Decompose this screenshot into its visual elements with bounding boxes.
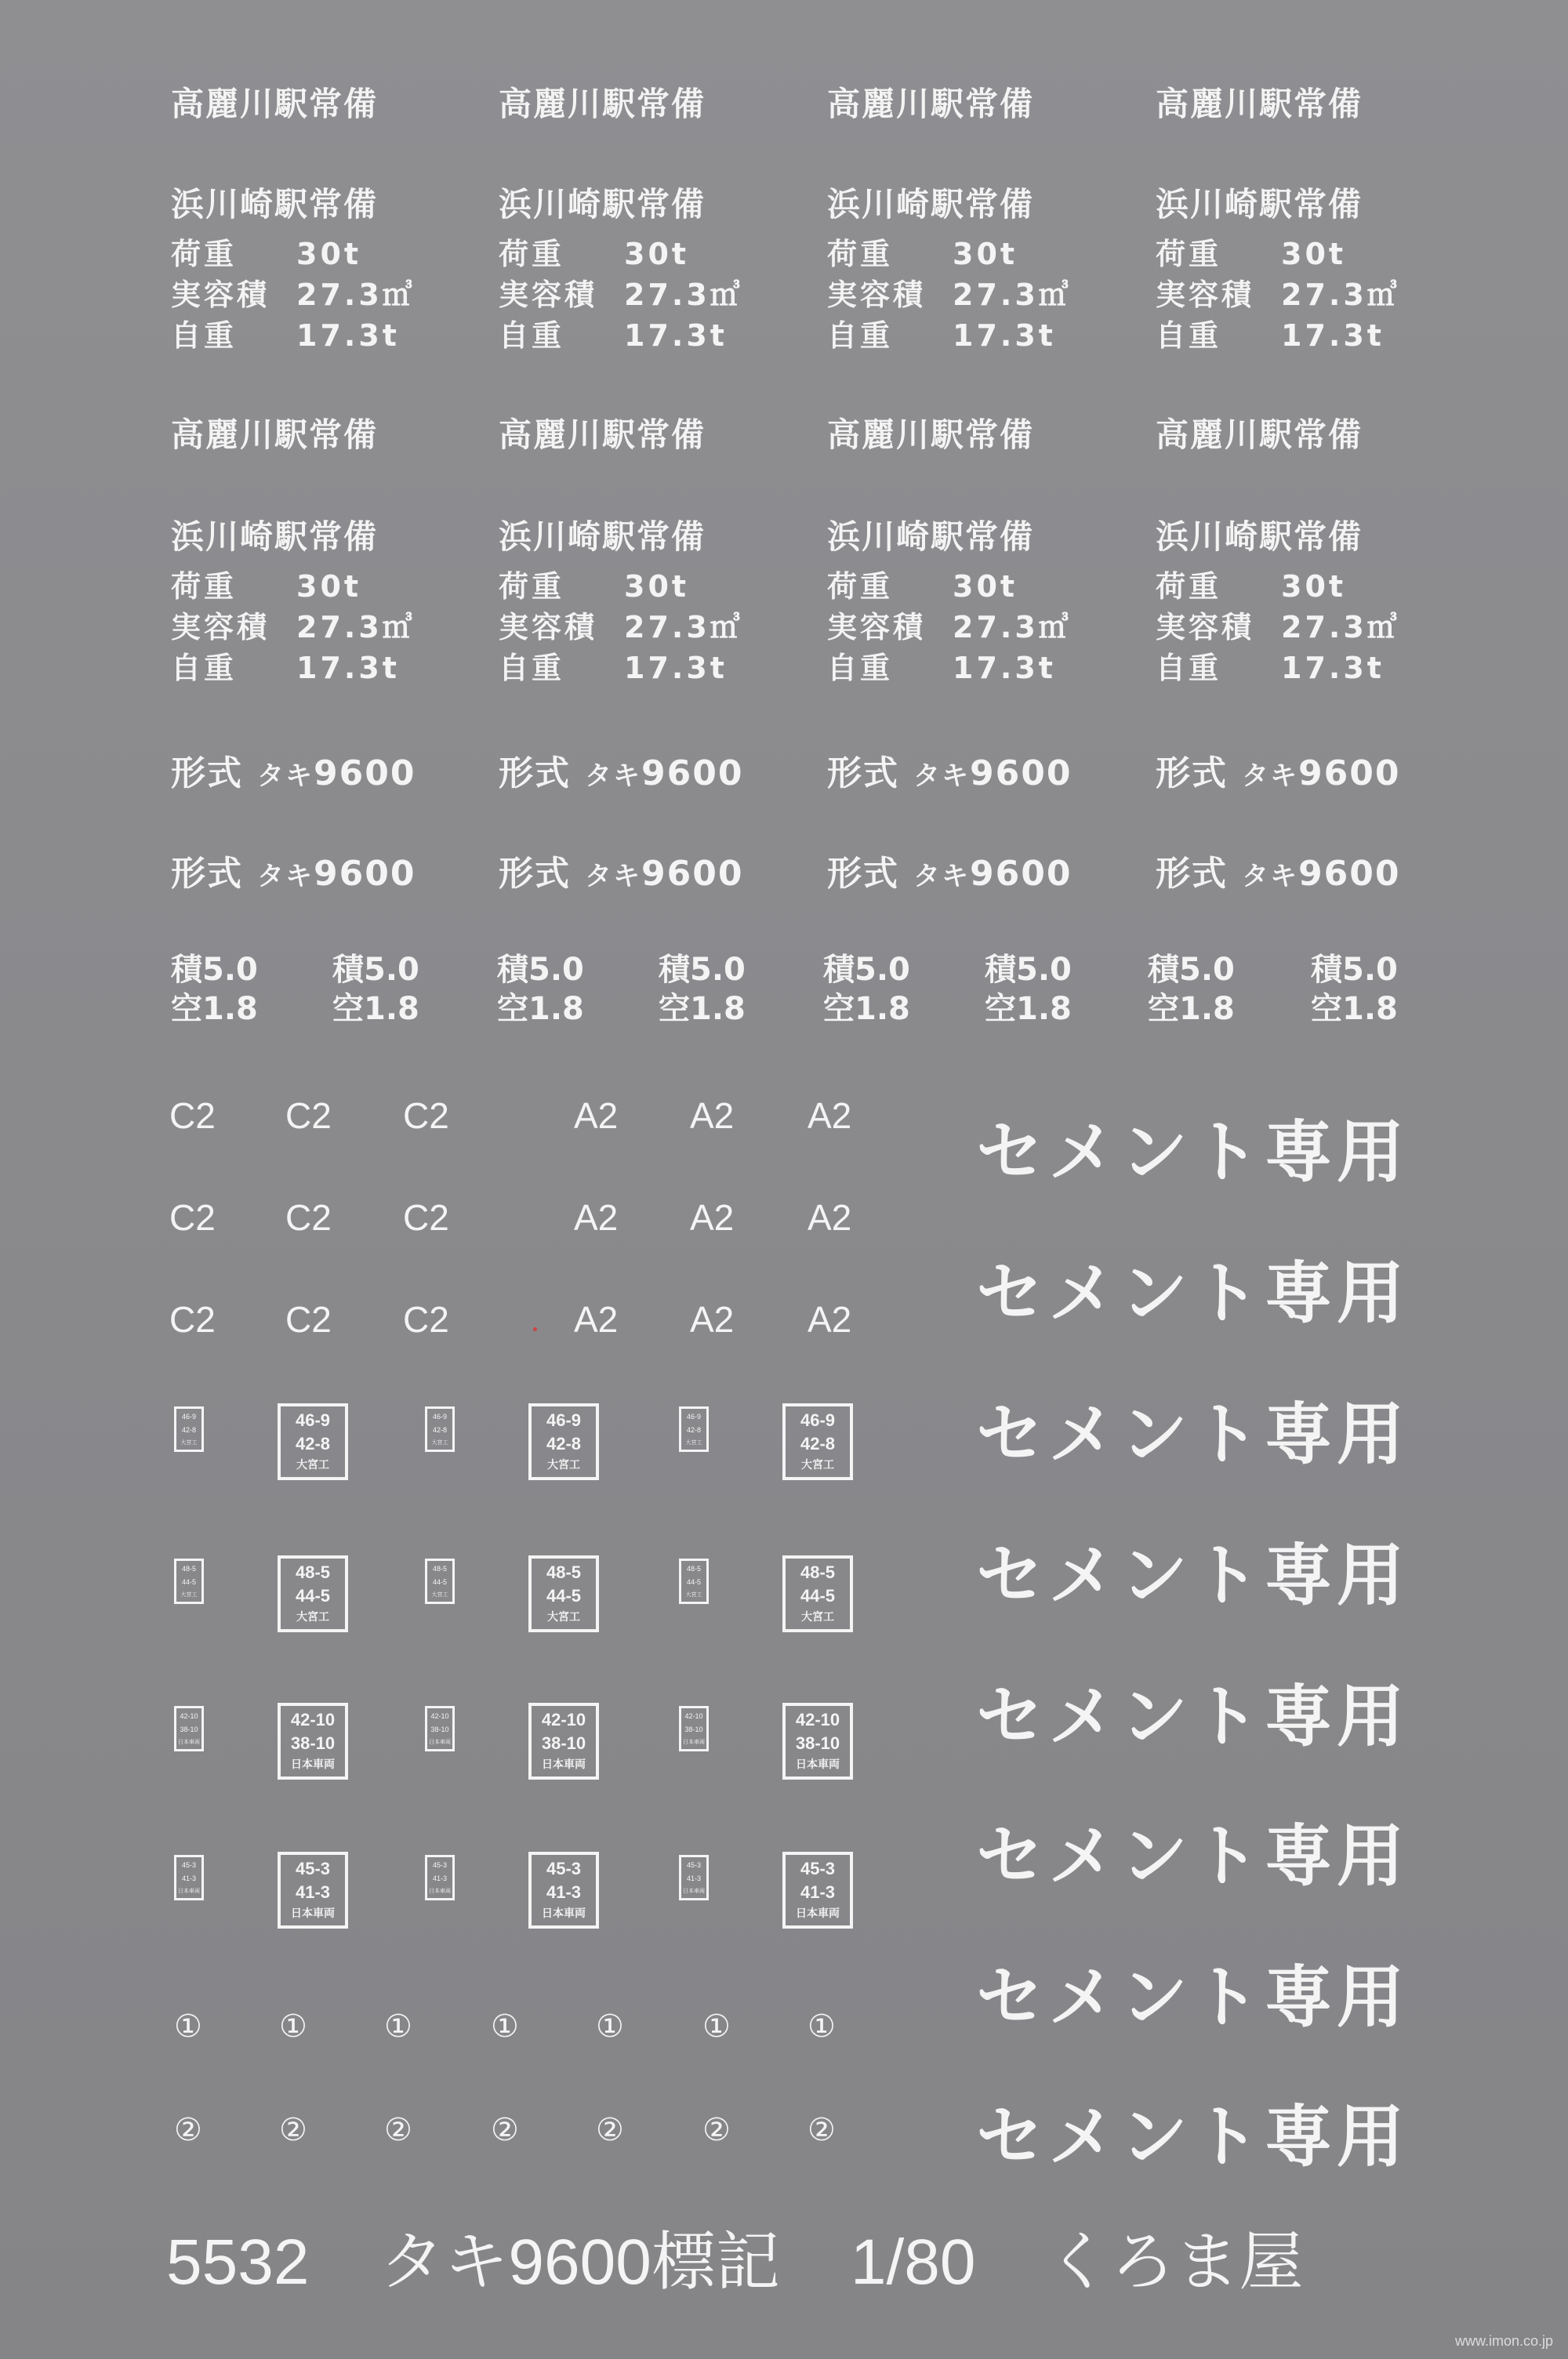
plate-line-2: 42-8	[181, 1425, 196, 1434]
class-mark-a2: A2	[808, 1197, 852, 1238]
cement-only-label: セメント専用	[976, 2098, 1409, 2176]
circle-two-icon: ②	[808, 2112, 836, 2148]
plate-line-3: 日本車両	[683, 1887, 705, 1894]
class-mark-c2: C2	[403, 1095, 449, 1136]
model-number: 9600	[1298, 854, 1401, 894]
capacity-mark	[332, 950, 419, 1029]
spec-key: 自重	[499, 651, 565, 685]
station-label-takahagi: 高麗川駅常備	[171, 416, 379, 454]
circle-one-icon: ①	[491, 2009, 519, 2045]
spec-block	[499, 234, 743, 356]
sheet-footer	[166, 2211, 1374, 2303]
station-label-takahagi: 高麗川駅常備	[499, 85, 706, 123]
plate-line-3: 大宮工	[685, 1439, 702, 1446]
plate-line-2: 38-10	[430, 1725, 449, 1733]
class-mark-c2: C2	[285, 1299, 332, 1340]
capacity-empty: 空1.8	[823, 991, 910, 1027]
spec-key: 実容積	[171, 610, 270, 644]
footer-scale: 1/80	[850, 2227, 976, 2298]
plate-line-2: 42-8	[686, 1425, 701, 1434]
plate-line-3: 日本車両	[542, 1758, 586, 1771]
capacity-loaded: 積5.0	[823, 952, 910, 988]
model-kana: タキ	[913, 861, 970, 892]
inspection-plate-big	[528, 1403, 599, 1480]
spec-value: 17.3t	[1281, 651, 1385, 685]
plate-line-2: 44-5	[686, 1577, 701, 1586]
circle-one-icon: ①	[596, 2009, 624, 2045]
plate-line-3: 日本車両	[429, 1738, 451, 1745]
station-label-takahagi: 高麗川駅常備	[171, 85, 379, 123]
plate-line-1: 42-10	[684, 1712, 703, 1721]
inspection-plate-small	[174, 1855, 204, 1900]
footer-title: タキ9600標記	[379, 2227, 780, 2298]
inspection-plate-big	[278, 1852, 348, 1929]
capacity-empty: 空1.8	[497, 991, 584, 1027]
spec-row	[1156, 274, 1400, 315]
class-mark-c2: C2	[403, 1197, 449, 1238]
spec-value: 30t	[1281, 569, 1347, 604]
plate-line-3: 日本車両	[291, 1758, 335, 1771]
spec-value: 27.3㎥	[296, 278, 416, 312]
model-prefix: 形式	[171, 753, 243, 793]
footer-maker: くろま屋	[1046, 2227, 1304, 2298]
plate-line-2: 44-5	[800, 1586, 836, 1606]
plate-line-2: 38-10	[541, 1733, 586, 1754]
footer-code: 5532	[166, 2227, 310, 2298]
model-number: 9600	[314, 753, 416, 793]
station-label-hamakawasaki: 浜川崎駅常備	[1156, 185, 1363, 223]
capacity-loaded: 積5.0	[1311, 952, 1398, 988]
spec-row	[499, 607, 743, 648]
inspection-plate-big	[278, 1403, 348, 1480]
capacity-empty: 空1.8	[659, 991, 746, 1027]
capacity-loaded: 積5.0	[1148, 952, 1235, 988]
capacity-mark	[985, 950, 1072, 1029]
plate-line-1: 46-9	[686, 1413, 701, 1421]
model-label	[1156, 845, 1400, 895]
spec-key: 荷重	[1156, 237, 1222, 271]
model-number: 9600	[314, 854, 416, 894]
cement-only-label: セメント専用	[976, 1678, 1409, 1756]
plate-line-3: 大宮工	[296, 1610, 329, 1624]
plate-line-1: 42-10	[541, 1710, 586, 1730]
plate-line-2: 38-10	[795, 1733, 840, 1754]
model-prefix: 形式	[499, 753, 571, 793]
inspection-plate-small	[174, 1559, 204, 1604]
plate-line-1: 48-5	[546, 1562, 582, 1583]
spec-value: 30t	[1281, 237, 1347, 271]
station-label-hamakawasaki: 浜川崎駅常備	[1156, 517, 1363, 556]
plate-line-3: 大宮工	[547, 1610, 580, 1624]
plate-line-3: 日本車両	[542, 1907, 586, 1920]
plate-line-3: 日本車両	[429, 1887, 451, 1894]
station-label-hamakawasaki: 浜川崎駅常備	[171, 185, 379, 223]
spec-key: 実容積	[171, 278, 270, 312]
circle-one-icon: ①	[279, 2009, 307, 2045]
cement-only-label: セメント専用	[976, 1537, 1409, 1615]
plate-line-1: 45-3	[295, 1859, 331, 1879]
station-label-hamakawasaki: 浜川崎駅常備	[827, 517, 1035, 556]
model-label	[171, 745, 416, 795]
capacity-mark	[823, 950, 910, 1029]
spec-block	[499, 566, 743, 688]
plate-line-1: 46-9	[800, 1410, 836, 1431]
spec-key: 荷重	[499, 237, 565, 271]
circle-one-icon: ①	[702, 2009, 731, 2045]
spec-row	[827, 274, 1072, 315]
plate-line-2: 42-8	[800, 1434, 836, 1454]
capacity-empty: 空1.8	[1148, 991, 1235, 1027]
plate-line-1: 46-9	[432, 1413, 447, 1421]
inspection-plate-small	[174, 1706, 204, 1751]
plate-line-1: 45-3	[181, 1861, 196, 1870]
station-label-hamakawasaki: 浜川崎駅常備	[171, 517, 379, 556]
plate-line-1: 48-5	[432, 1565, 447, 1573]
capacity-mark	[497, 950, 584, 1029]
spec-value: 27.3㎥	[296, 610, 416, 644]
circle-two-icon: ②	[384, 2112, 412, 2148]
model-label	[827, 845, 1072, 895]
spec-value: 30t	[624, 569, 690, 604]
class-mark-c2: C2	[169, 1299, 216, 1340]
cement-only-label: セメント専用	[976, 1395, 1409, 1474]
plate-line-2: 38-10	[684, 1725, 703, 1733]
plate-line-3: 大宮工	[180, 1439, 198, 1446]
spec-row	[1156, 566, 1400, 607]
plate-line-1: 45-3	[546, 1859, 582, 1879]
spec-key: 荷重	[827, 569, 894, 604]
plate-line-2: 44-5	[432, 1577, 447, 1586]
circle-two-icon: ②	[702, 2112, 731, 2148]
cement-only-label: セメント専用	[976, 1254, 1409, 1333]
capacity-empty: 空1.8	[332, 991, 419, 1027]
circle-one-icon: ①	[384, 2009, 412, 2045]
spec-row	[827, 607, 1072, 648]
spec-key: 自重	[171, 651, 238, 685]
spec-key: 自重	[499, 318, 565, 353]
spec-key: 自重	[1156, 318, 1222, 353]
plate-line-2: 42-8	[295, 1434, 331, 1454]
model-prefix: 形式	[1156, 854, 1228, 894]
capacity-empty: 空1.8	[1311, 991, 1398, 1027]
capacity-loaded: 積5.0	[985, 952, 1072, 988]
spec-key: 実容積	[1156, 610, 1255, 644]
model-prefix: 形式	[499, 854, 571, 894]
plate-line-3: 大宮工	[180, 1591, 198, 1598]
plate-line-2: 44-5	[546, 1586, 582, 1606]
spec-block	[827, 566, 1072, 688]
model-prefix: 形式	[171, 854, 243, 894]
model-kana: タキ	[1242, 861, 1298, 892]
plate-line-1: 48-5	[800, 1562, 836, 1583]
spec-value: 17.3t	[1281, 318, 1385, 353]
spec-key: 実容積	[1156, 278, 1255, 312]
plate-line-2: 41-3	[432, 1874, 447, 1882]
inspection-plate-small	[425, 1406, 455, 1452]
plate-line-3: 日本車両	[178, 1887, 200, 1894]
capacity-mark	[171, 950, 258, 1029]
station-label-takahagi: 高麗川駅常備	[1156, 416, 1363, 454]
spec-value: 17.3t	[624, 651, 728, 685]
spec-value: 27.3㎥	[624, 610, 743, 644]
model-prefix: 形式	[827, 753, 899, 793]
class-mark-c2: C2	[169, 1095, 216, 1136]
spec-value: 17.3t	[624, 318, 728, 353]
class-mark-a2: A2	[690, 1299, 735, 1340]
spec-row	[171, 234, 416, 274]
station-label-hamakawasaki: 浜川崎駅常備	[499, 517, 706, 556]
plate-line-1: 48-5	[686, 1565, 701, 1573]
plate-line-1: 42-10	[795, 1710, 840, 1730]
cement-only-label: セメント専用	[976, 1817, 1409, 1896]
spec-row	[1156, 648, 1400, 688]
site-watermark: www.imon.co.jp	[1455, 2333, 1554, 2349]
inspection-plate-small	[425, 1855, 455, 1900]
model-number: 9600	[970, 854, 1073, 894]
spec-value: 30t	[953, 569, 1018, 604]
inspection-plate-small	[679, 1559, 709, 1604]
model-number: 9600	[970, 753, 1073, 793]
spec-row	[171, 274, 416, 315]
spec-row	[1156, 234, 1400, 274]
class-mark-c2: C2	[285, 1095, 332, 1136]
model-kana: タキ	[257, 861, 314, 892]
circle-one-icon: ①	[174, 2009, 202, 2045]
inspection-plate-big	[278, 1555, 348, 1632]
spec-value: 27.3㎥	[1281, 278, 1400, 312]
inspection-plate-big	[278, 1703, 348, 1780]
spec-row	[499, 234, 743, 274]
class-mark-c2: C2	[169, 1197, 216, 1238]
spec-row	[171, 315, 416, 356]
capacity-empty: 空1.8	[985, 991, 1072, 1027]
class-mark-c2: C2	[285, 1197, 332, 1238]
class-mark-a2: A2	[574, 1299, 619, 1340]
model-prefix: 形式	[1156, 753, 1228, 793]
spec-key: 荷重	[171, 569, 238, 604]
plate-line-2: 41-3	[295, 1882, 331, 1903]
plate-line-3: 大宮工	[801, 1610, 834, 1624]
circle-two-icon: ②	[596, 2112, 624, 2148]
spec-key: 実容積	[827, 610, 927, 644]
inspection-plate-big	[782, 1852, 853, 1929]
class-mark-a2: A2	[808, 1095, 852, 1136]
plate-line-2: 42-8	[432, 1425, 447, 1434]
class-mark-a2: A2	[574, 1197, 619, 1238]
model-label	[499, 845, 743, 895]
spec-key: 実容積	[827, 278, 927, 312]
circle-two-icon: ②	[491, 2112, 519, 2148]
inspection-plate-small	[679, 1706, 709, 1751]
capacity-mark	[659, 950, 746, 1029]
inspection-plate-small	[174, 1406, 204, 1452]
plate-line-2: 38-10	[290, 1733, 336, 1754]
inspection-plate-big	[528, 1852, 599, 1929]
spec-value: 17.3t	[953, 318, 1056, 353]
capacity-loaded: 積5.0	[659, 952, 746, 988]
inspection-plate-small	[679, 1855, 709, 1900]
model-label	[827, 745, 1072, 795]
inspection-plate-big	[528, 1555, 599, 1632]
spec-block	[1156, 566, 1400, 688]
capacity-mark	[1311, 950, 1398, 1029]
plate-line-3: 大宮工	[801, 1458, 834, 1472]
spec-row	[827, 315, 1072, 356]
plate-line-1: 48-5	[295, 1562, 331, 1583]
spec-row	[827, 566, 1072, 607]
spec-key: 自重	[827, 651, 894, 685]
plate-line-1: 42-10	[430, 1712, 449, 1721]
plate-line-1: 45-3	[432, 1861, 447, 1870]
cement-only-label: セメント専用	[976, 1958, 1409, 2037]
inspection-plate-small	[425, 1706, 455, 1751]
plate-line-2: 41-3	[800, 1882, 836, 1903]
model-number: 9600	[1298, 753, 1401, 793]
plate-line-2: 44-5	[181, 1577, 196, 1586]
plate-line-3: 大宮工	[296, 1458, 329, 1472]
station-label-hamakawasaki: 浜川崎駅常備	[827, 185, 1035, 223]
class-mark-a2: A2	[690, 1095, 735, 1136]
model-kana: タキ	[257, 760, 314, 792]
spec-key: 自重	[171, 318, 238, 353]
circle-two-icon: ②	[279, 2112, 307, 2148]
spec-row	[171, 566, 416, 607]
capacity-mark	[1148, 950, 1235, 1029]
spec-key: 荷重	[499, 569, 565, 604]
inspection-plate-big	[782, 1703, 853, 1780]
spec-row	[171, 648, 416, 688]
plate-line-2: 38-10	[180, 1725, 198, 1733]
spec-key: 荷重	[827, 237, 894, 271]
station-label-hamakawasaki: 浜川崎駅常備	[499, 185, 706, 223]
spec-row	[499, 274, 743, 315]
station-label-takahagi: 高麗川駅常備	[499, 416, 706, 454]
plate-line-1: 45-3	[686, 1861, 701, 1870]
spec-row	[827, 234, 1072, 274]
inspection-plate-big	[782, 1555, 853, 1632]
spec-key: 荷重	[1156, 569, 1222, 604]
spec-row	[499, 566, 743, 607]
spec-value: 27.3㎥	[624, 278, 743, 312]
spec-block	[171, 234, 416, 356]
station-label-takahagi: 高麗川駅常備	[1156, 85, 1363, 123]
model-prefix: 形式	[827, 854, 899, 894]
class-mark-c2: C2	[403, 1299, 449, 1340]
spec-block	[1156, 234, 1400, 356]
model-number: 9600	[641, 753, 744, 793]
model-kana: タキ	[1242, 760, 1298, 792]
plate-line-3: 大宮工	[431, 1591, 448, 1598]
spec-value: 30t	[624, 237, 690, 271]
plate-line-1: 42-10	[180, 1712, 198, 1721]
plate-line-3: 日本車両	[796, 1907, 840, 1920]
inspection-plate-big	[528, 1703, 599, 1780]
plate-line-1: 46-9	[181, 1413, 196, 1421]
plate-line-2: 41-3	[546, 1882, 582, 1903]
spec-row	[1156, 315, 1400, 356]
plate-line-2: 44-5	[295, 1586, 331, 1606]
circle-two-icon: ②	[174, 2112, 202, 2148]
plate-line-1: 46-9	[546, 1410, 582, 1431]
plate-line-3: 日本車両	[796, 1758, 840, 1771]
plate-line-2: 42-8	[546, 1434, 582, 1454]
class-mark-a2: A2	[574, 1095, 619, 1136]
spec-value: 27.3㎥	[953, 610, 1072, 644]
model-kana: タキ	[913, 760, 970, 792]
spec-block	[827, 234, 1072, 356]
inspection-plate-big	[782, 1403, 853, 1480]
plate-line-3: 大宮工	[547, 1458, 580, 1472]
plate-line-1: 48-5	[181, 1565, 196, 1573]
spec-key: 実容積	[499, 610, 598, 644]
spec-value: 27.3㎥	[1281, 610, 1400, 644]
capacity-loaded: 積5.0	[497, 952, 584, 988]
model-number: 9600	[641, 854, 744, 894]
inspection-plate-small	[679, 1406, 709, 1452]
spec-value: 17.3t	[296, 651, 400, 685]
spec-key: 実容積	[499, 278, 598, 312]
model-label	[499, 745, 743, 795]
class-mark-a2: A2	[690, 1197, 735, 1238]
plate-line-3: 大宮工	[431, 1439, 448, 1446]
circle-one-icon: ①	[808, 2009, 836, 2045]
model-label	[171, 845, 416, 895]
spec-value: 17.3t	[296, 318, 400, 353]
spec-value: 30t	[953, 237, 1018, 271]
plate-line-3: 日本車両	[178, 1738, 200, 1745]
capacity-loaded: 積5.0	[171, 952, 258, 988]
plate-line-1: 42-10	[290, 1710, 336, 1730]
inspection-plate-small	[425, 1559, 455, 1604]
spec-value: 27.3㎥	[953, 278, 1072, 312]
spec-key: 自重	[1156, 651, 1222, 685]
spec-key: 荷重	[171, 237, 238, 271]
plate-line-3: 大宮工	[685, 1591, 702, 1598]
capacity-empty: 空1.8	[171, 991, 258, 1027]
spec-row	[499, 315, 743, 356]
spec-row	[499, 648, 743, 688]
station-label-takahagi: 高麗川駅常備	[827, 416, 1035, 454]
spec-row	[1156, 607, 1400, 648]
station-label-takahagi: 高麗川駅常備	[827, 85, 1035, 123]
plate-line-3: 日本車両	[291, 1907, 335, 1920]
plate-line-1: 46-9	[295, 1410, 331, 1431]
spec-value: 30t	[296, 569, 362, 604]
plate-line-2: 41-3	[181, 1874, 196, 1882]
model-kana: タキ	[585, 861, 641, 892]
plate-line-1: 45-3	[800, 1859, 836, 1879]
plate-line-3: 日本車両	[683, 1738, 705, 1745]
plate-line-2: 41-3	[686, 1874, 701, 1882]
spec-row	[827, 648, 1072, 688]
spec-value: 17.3t	[953, 651, 1056, 685]
spec-value: 30t	[296, 237, 362, 271]
ink-spot	[533, 1327, 537, 1331]
spec-block	[171, 566, 416, 688]
model-label	[1156, 745, 1400, 795]
model-kana: タキ	[585, 760, 641, 792]
spec-key: 自重	[827, 318, 894, 353]
capacity-loaded: 積5.0	[332, 952, 419, 988]
spec-row	[171, 607, 416, 648]
cement-only-label: セメント専用	[976, 1113, 1409, 1192]
class-mark-a2: A2	[808, 1299, 852, 1340]
